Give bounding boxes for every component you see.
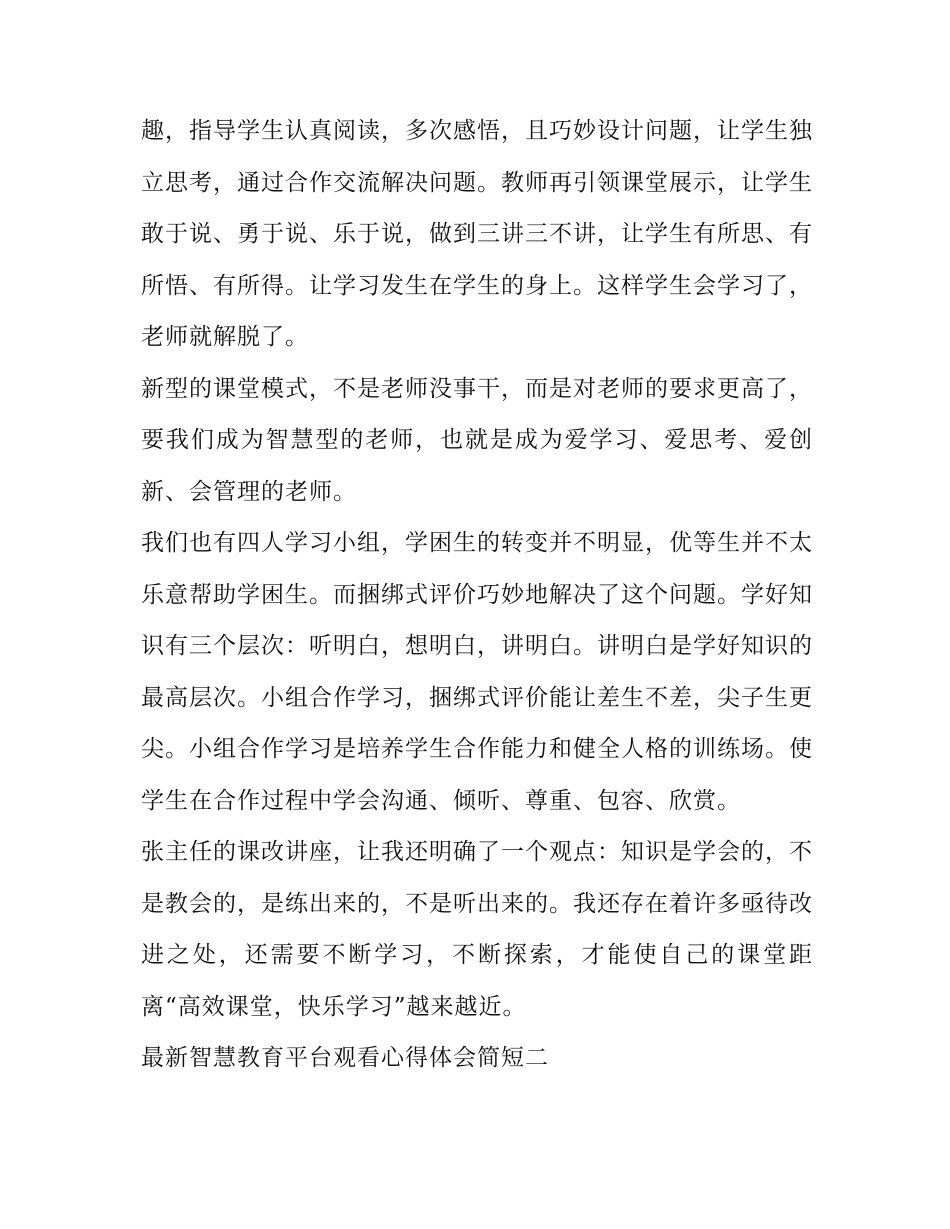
document-body xyxy=(141,106,813,1085)
paragraph-4: 张主任的课改讲座，让我还明确了一个观点：知识是学会的，不是教会的，是练出来的，不是听出来的。我还存在着许多亟待改进之处，还需要不断学习，不断探索，才能使自己的课堂距离“高效课堂，快乐学习”越来越近。 xyxy=(141,839,813,1020)
paragraph-3: 我们也有四人学习小组，学困生的转变并不明显，优等生并不太乐意帮助学困生。而捆绑式评价巧妙地解决了这个问题。学好知识有三个层次：听明白，想明白，讲明白。讲明白是学好知识的最高层次。小组合作学习，捆绑式评价能让差生不差，尖子生更尖。小组合作学习是培养学生合作能力和健全人格的训练场。使学生在合作过程中学会沟通、倾听、尊重、包容、欣赏。 xyxy=(141,530,813,814)
paragraph-1: 趣，指导学生认真阅读，多次感悟，且巧妙设计问题，让学生独立思考，通过合作交流解决问题。教师再引领课堂展示，让学生敢于说、勇于说、乐于说，做到三讲三不讲，让学生有所思、有所悟、有所得。让学习发生在学生的身上。这样学生会学习了，老师就解脱了。 xyxy=(141,118,813,350)
section-heading: 最新智慧教育平台观看心得体会简短二 xyxy=(141,1045,549,1071)
paragraph-2: 新型的课堂模式，不是老师没事干，而是对老师的要求更高了，要我们成为智慧型的老师，也就是成为爱学习、爱思考、爱创新、会管理的老师。 xyxy=(141,375,813,505)
